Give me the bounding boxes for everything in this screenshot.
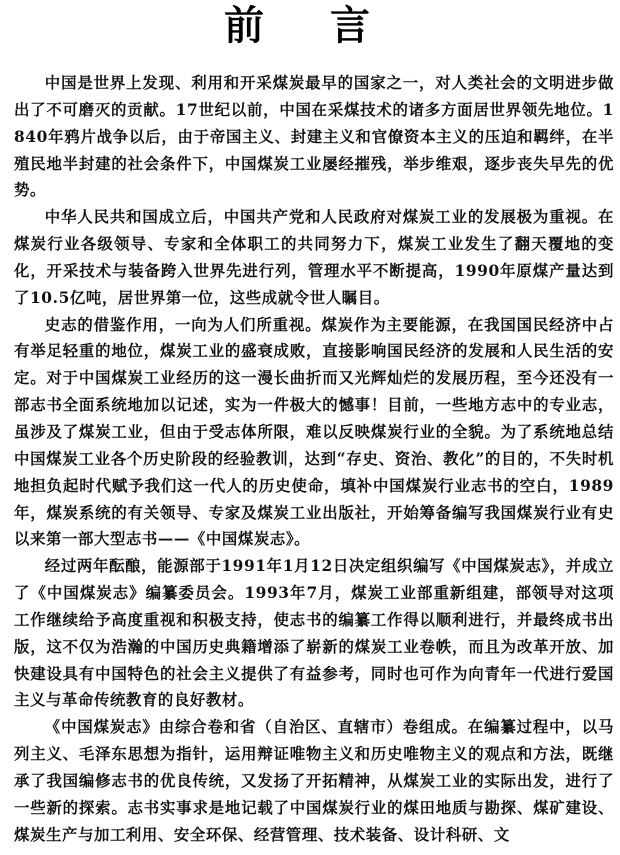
preface-body [14,70,614,848]
paragraph-5: 《中国煤炭志》由综合卷和省（自治区、直辖市）卷组成。在编纂过程中，以马列主义、毛泽东思想为指针，运用辩证唯物主义和历史唯物主义的观点和方法，既继承了我国编修志书的优良传统，又发扬了开拓精神，从煤炭工业的实际出发，进行了一些新的探索。志书实事求是地记载了中国煤炭行业的煤田地质与勘探、煤矿建设、煤炭生产与加工利用、安全环保、经营管理、技术装备、设计科研、文 [14,718,614,844]
paragraph-4: 经过两年酝酿，能源部于1991年1月12日决定组织编写《中国煤炭志》，并成立了《中国煤炭志》编纂委员会。1993年7月，煤炭工业部重新组建，部领导对这项工作继续给予高度重视和积极支持，使志书的编纂工作得以顺利进行，并最终成书出版，这不仅为浩瀚的中国历史典籍增添了崭新的煤炭工业卷帙，而且为改革开放、加快建设具有中国特色的社会主义提供了有益参考，同时也可作为向青年一代进行爱国主义与革命传统教育的良好教材。 [14,557,614,710]
paragraph-1: 中国是世界上发现、利用和开采煤炭最早的国家之一，对人类社会的文明进步做出了不可磨灭的贡献。17世纪以前，中国在采煤技术的诸多方面居世界领先地位。1840年鸦片战争以后，由于帝国主义、封建主义和官僚资本主义的压迫和羁绊，在半殖民地半封建的社会条件下，中国煤炭工业屡经摧残，举步维艰，逐步丧失早先的优势。 [14,74,614,200]
paragraph-3: 史志的借鉴作用，一向为人们所重视。煤炭作为主要能源，在我国国民经济中占有举足轻重的地位，煤炭工业的盛衰成败，直接影响国民经济的发展和人民生活的安定。对于中国煤炭工业经历的这一漫长曲折而又光辉灿烂的发展历程，至今还没有一部志书全面系统地加以记述，实为一件极大的憾事！目前，一些地方志中的专业志，虽涉及了煤炭工业，但由于受志体所限，难以反映煤炭行业的全貌。为了系统地总结中国煤炭工业各个历史阶段的经验教训，达到“存史、资治、教化”的目的，不失时机地担负起时代赋予我们这一代人的历史使命，填补中国煤炭行业志书的空白，1989年，煤炭系统的有关领导、专家及煤炭工业出版社，开始筹备编写我国煤炭行业有史以来第一部大型志书——《中国煤炭志》。 [14,315,614,549]
page-title: 前 言 [224,3,396,49]
paragraph-2: 中华人民共和国成立后，中国共产党和人民政府对煤炭工业的发展极为重视。在煤炭行业各级领导、专家和全体职工的共同努力下，煤炭工业发生了翻天覆地的变化，开采技术与装备跨入世界先进行列，管理水平不断提高，1990年原煤产量达到了10.5亿吨，居世界第一位，这些成就令世人瞩目。 [14,208,614,307]
